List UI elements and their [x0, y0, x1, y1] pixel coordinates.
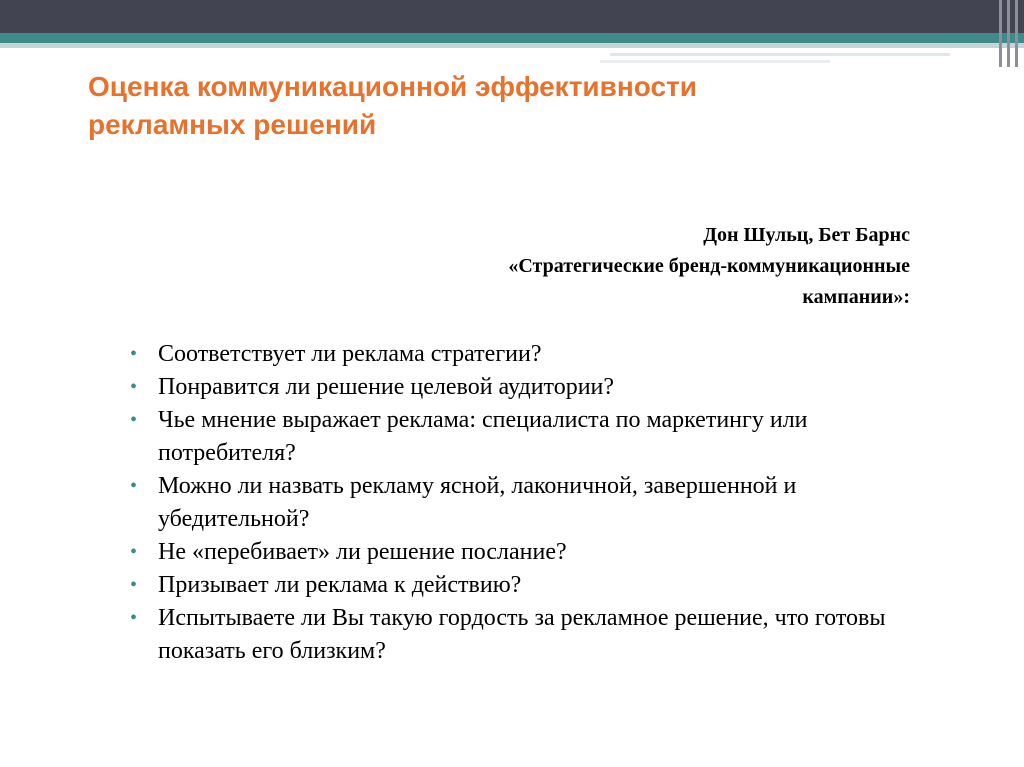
book-title-line: «Стратегические бренд-коммуникационные: [508, 255, 910, 277]
header-decor-line: [610, 53, 950, 56]
list-item: [128, 536, 938, 569]
bullet-icon: •: [130, 376, 138, 398]
list-item-text: Понравится ли решение целевой аудитории?: [158, 374, 615, 400]
bullet-icon: •: [130, 607, 138, 629]
bullet-icon: •: [130, 541, 138, 563]
header-decor-line: [600, 60, 830, 63]
list-item: [128, 569, 938, 602]
list-item-text: Испытываете ли Вы такую гордость за рекламное решение, что готовы показать его близким?: [158, 605, 886, 664]
book-title-line: кампании»:: [802, 286, 910, 308]
header-band-light: [0, 43, 1024, 48]
list-item: [128, 404, 938, 470]
slide-title-line: рекламных решений: [88, 109, 377, 140]
header-edge-stripes: [994, 0, 1024, 67]
list-item-text: Чье мнение выражает реклама: специалиста по маркетингу или потребителя?: [158, 407, 808, 466]
slide-title: [88, 68, 848, 144]
stripe: [1007, 0, 1010, 67]
slide-title-line: Оценка коммуникационной эффективности: [88, 71, 697, 102]
list-item-text: Призывает ли реклама к действию?: [158, 572, 522, 598]
bullet-icon: •: [130, 343, 138, 365]
list-item-text: Не «перебивает» ли решение послание?: [158, 539, 567, 565]
list-item-text: Можно ли назвать рекламу ясной, лаконичной, завершенной и убедительной?: [158, 473, 797, 532]
author-names: Дон Шульц, Бет Барнс: [703, 224, 910, 246]
list-item: [128, 371, 938, 404]
list-item-text: Соответствует ли реклама стратегии?: [158, 341, 542, 367]
bullet-icon: •: [130, 475, 138, 497]
header-band-dark: [0, 0, 1024, 33]
list-item: [128, 470, 938, 536]
list-item: [128, 338, 938, 371]
question-list: [128, 338, 938, 668]
bullet-icon: •: [130, 409, 138, 431]
bullet-icon: •: [130, 574, 138, 596]
stripe: [999, 0, 1002, 67]
header-band-teal: [0, 33, 1024, 43]
stripe: [1015, 0, 1018, 67]
list-item: [128, 602, 938, 668]
source-attribution: [310, 220, 910, 313]
